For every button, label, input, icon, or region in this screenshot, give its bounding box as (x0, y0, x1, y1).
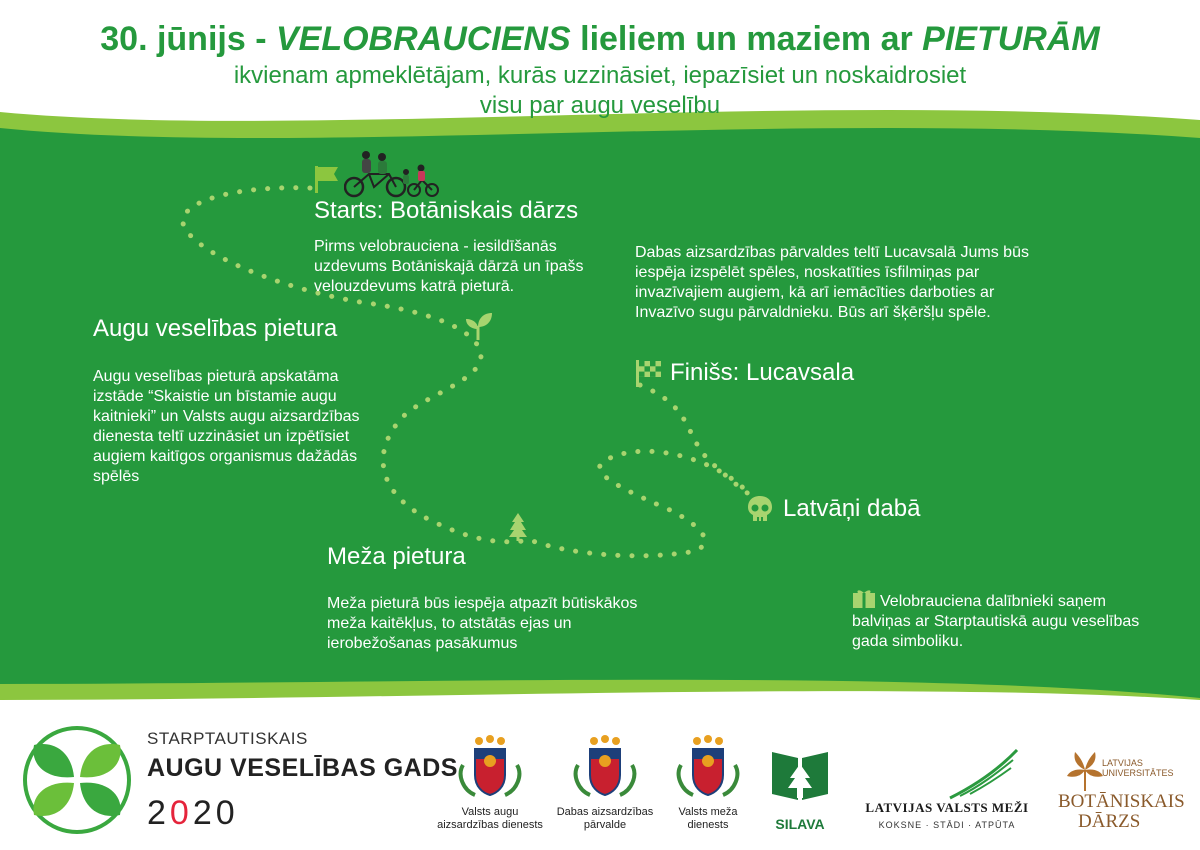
caption-line: Valsts augu (461, 806, 519, 818)
caption-line: Valsts meža (678, 806, 738, 818)
sprout-icon (462, 310, 494, 342)
caption-line: Dabas aizsardzības (556, 806, 654, 818)
event-stops-word: PIETURĀM (922, 20, 1100, 58)
year-digit: 2 (192, 794, 216, 832)
caption-line: pārvalde (583, 819, 627, 831)
plant-health-stop-title: Augu veselības pietura (93, 315, 338, 342)
lvm-spruce-icon (945, 748, 1020, 800)
botanic-top-line: UNIVERSITĀTES (1102, 768, 1174, 778)
botanic-name-line: BOTĀNISKAIS (1058, 791, 1185, 812)
logo-caption-vmd (650, 806, 766, 832)
cyclists-icon (344, 150, 444, 198)
logo-caption-vaad (430, 806, 550, 832)
plant-health-stop-description: Augu veselības pieturā apskatāma izstāde “Skaistie un bīstamie augu kaitnieki” un Valsts augu aizsardzības dienesta teltī uzzināsiet un izpētīsiet augiem kaitīgos organismus dažādās spēlēs (93, 368, 360, 485)
year-2020 (147, 794, 239, 833)
start-flag-icon (312, 164, 342, 194)
lvm-tagline: KOKSNE · STĀDI · ATPŪTA (878, 820, 1016, 830)
lvm-name: LATVIJAS VALSTS MEŽI (865, 800, 1029, 815)
botanic-name-line: DĀRZS (1078, 811, 1141, 832)
skull-icon (746, 495, 774, 523)
year-digit: 2 (147, 794, 170, 832)
event-title (0, 20, 1200, 59)
year-digit: 0 (215, 794, 239, 832)
start-description: Pirms velobrauciena - iesildīšanās uzdevums Botāniskajā dārzā un īpašs velouzdevums katrā pieturā. (314, 238, 584, 295)
caption-line: aizsardzības dienests (437, 819, 543, 831)
latvani-title: Latvāņi dabā (783, 495, 921, 522)
gads-big-label: AUGU VESELĪBAS GADS (147, 754, 458, 782)
prize-description: Velobrauciena dalībnieki saņem balviņas ar Starptautiskā augu veselības gada simboliku. (852, 593, 1140, 650)
subtitle-line-2: visu par augu veselību (479, 92, 721, 119)
botanic-top-line: LATVIJAS (1102, 758, 1143, 768)
forest-stop-description: Meža pieturā būs iespēja atpazīt būtiskākos meža kaitēkļus, to atstātās ejas un ierobežošanas pasākumus (327, 595, 638, 652)
globe-leaf-icon (22, 725, 132, 835)
silava-tree-icon (770, 748, 830, 816)
logo-caption-daba (545, 806, 665, 832)
subtitle-line-1: ikvienam apmeklētājam, kurās uzzināsiet, iepazīsiet un noskaidrosiet (233, 62, 967, 89)
coat-of-arms-icon (673, 735, 743, 805)
botanic-top-text (1102, 758, 1174, 778)
event-middle-text: lieliem un maziem ar (580, 20, 913, 58)
event-date: 30. jūnijs - (100, 20, 267, 58)
year-digit-ring: 0 (169, 794, 193, 832)
fir-tree-icon (508, 512, 528, 542)
botanic-name (1058, 792, 1198, 832)
event-name: VELOBRAUCIENS (275, 20, 571, 58)
forest-stop-title: Meža pietura (327, 543, 466, 570)
finish-description: Dabas aizsardzības pārvaldes teltī Lucavsalā Jums būs iespēja izspēlēt spēles, noskatīties īsfilmiņas par invazīvajiem augiem, kā arī iemācīties darboties ar Invazīvo sugu pārvaldnieku. Būs arī šķēršļu spēle. (635, 244, 1029, 321)
checkered-flag-icon (634, 358, 664, 388)
botanic-flower-icon (1065, 750, 1105, 792)
coat-of-arms-icon (455, 735, 525, 805)
start-title: Starts: Botāniskais dārzs (314, 197, 579, 224)
coat-of-arms-icon (570, 735, 640, 805)
finish-title: Finišs: Lucavsala (670, 359, 855, 386)
caption-line: dienests (687, 819, 729, 831)
silava-label: SILAVA (775, 816, 825, 832)
gads-small-label: STARPTAUTISKAIS (147, 729, 308, 748)
